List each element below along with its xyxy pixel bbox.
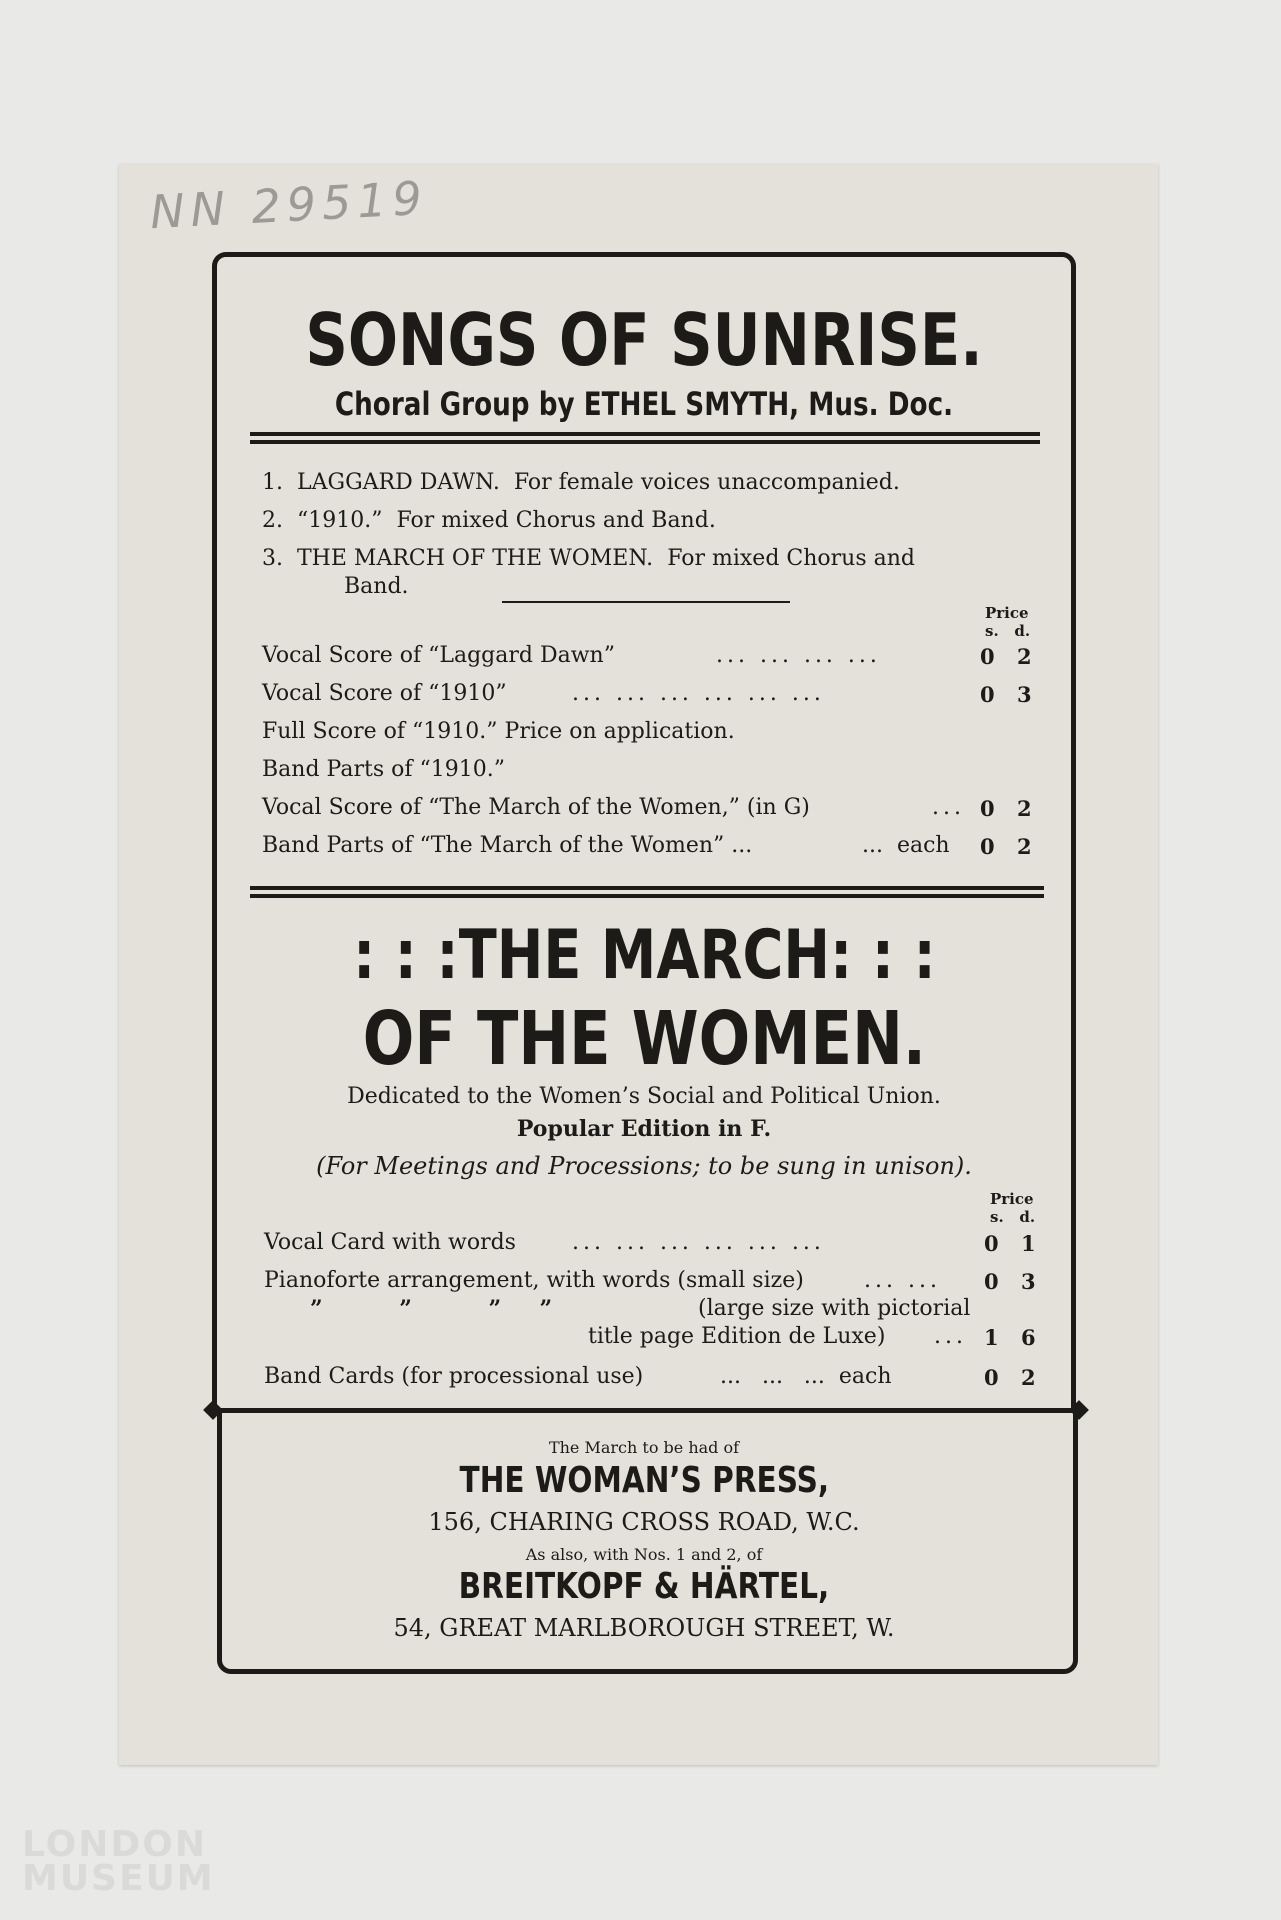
price-row <box>262 833 752 858</box>
price-item: (large size with pictorial <box>698 1296 971 1321</box>
subtitle: Choral Group by ETHEL SMYTH, Mus. Doc. <box>334 385 954 423</box>
leader-dots: ... <box>932 795 965 820</box>
ditto-marks: ” ” ” ” <box>310 1296 553 1322</box>
price-pence: 2 <box>1021 1365 1036 1390</box>
price-pence: 2 <box>1017 834 1032 859</box>
song-item <box>262 546 915 571</box>
song-number: 2. <box>262 508 283 533</box>
price-item: Full Score of “1910.” Price on application. <box>262 719 735 744</box>
price-units: s. d. <box>985 622 1031 640</box>
price-row <box>264 1230 516 1255</box>
price-pence: 6 <box>1021 1325 1036 1350</box>
price-pence: 2 <box>1017 644 1032 669</box>
leader-dots: ... <box>934 1324 967 1349</box>
price-shillings: 0 <box>984 1269 999 1294</box>
price-item-continued: title page Edition de Luxe) <box>588 1324 886 1349</box>
price-pence: 2 <box>1017 796 1032 821</box>
price-shillings: 0 <box>984 1365 999 1390</box>
double-rule-2a <box>250 886 1044 890</box>
double-rule-1a <box>250 432 1040 436</box>
price-shillings: 0 <box>980 644 995 669</box>
publisher1-name: THE WOMAN’S PRESS, <box>459 1460 829 1501</box>
publisher2-address: 54, GREAT MARLBOROUGH STREET, W. <box>393 1614 895 1642</box>
leader-dots: ... each <box>862 833 950 858</box>
price-item: Band Parts of “1910.” <box>262 757 505 782</box>
title-wrap <box>212 300 1076 380</box>
song-number: 3. <box>262 546 283 571</box>
song-number: 1. <box>262 470 283 495</box>
publisher1-wrap <box>212 1460 1076 1502</box>
dedication: Dedicated to the Women’s Social and Political Union. <box>347 1084 941 1109</box>
price-shillings: 0 <box>980 834 995 859</box>
publisher1-address: 156, CHARING CROSS ROAD, W.C. <box>428 1508 860 1536</box>
song-item <box>262 470 900 495</box>
price-units: s. d. <box>990 1208 1036 1226</box>
price-shillings: 0 <box>980 682 995 707</box>
song-title: LAGGARD DAWN. <box>297 470 500 495</box>
subtitle-wrap <box>212 384 1076 424</box>
footer-line2: As also, with Nos. 1 and 2, of <box>525 1545 763 1564</box>
price-shillings: 1 <box>984 1325 999 1350</box>
price-row <box>262 681 507 706</box>
double-rule-2b <box>250 894 1044 898</box>
price-shillings: 0 <box>984 1231 999 1256</box>
song-desc: For mixed Chorus and <box>667 546 915 571</box>
song-desc-continued: Band. <box>344 574 409 599</box>
publisher2-name: BREITKOPF & HÄRTEL, <box>458 1566 830 1607</box>
price-pence: 3 <box>1021 1269 1036 1294</box>
leader-dots: ... ... ... each <box>720 1364 892 1389</box>
double-rule-1b <box>250 440 1040 444</box>
price-item: Vocal Score of “The March of the Women,” (in G) <box>262 795 810 820</box>
footer-line1: The March to be had of <box>548 1438 740 1457</box>
edition: Popular Edition in F. <box>516 1116 772 1142</box>
price-row <box>262 757 505 782</box>
museum-watermark <box>22 1824 215 1899</box>
price-item: Band Parts of “The March of the Women” ... <box>262 833 753 858</box>
price-label: Price <box>990 1190 1034 1208</box>
song-title: THE MARCH OF THE WOMEN. <box>297 546 654 571</box>
price-item: Pianoforte arrangement, with words (small size) <box>264 1268 804 1293</box>
march-title-line2: OF THE WOMEN. <box>362 996 926 1082</box>
watermark-line1: LONDON <box>22 1824 208 1865</box>
pencil-catalogue-mark: NN 29519 <box>148 170 430 240</box>
watermark-line2: MUSEUM <box>22 1858 215 1899</box>
song-item <box>262 508 716 533</box>
song-title: “1910.” <box>297 508 383 533</box>
price-item: Band Cards (for processional use) <box>264 1364 644 1389</box>
usage-note: (For Meetings and Processions; to be sung in unison). <box>316 1152 972 1180</box>
short-rule <box>502 601 790 603</box>
price-label: Price <box>985 604 1029 622</box>
price-shillings: 0 <box>980 796 995 821</box>
price-row <box>264 1268 804 1293</box>
publisher2-wrap <box>212 1566 1076 1608</box>
march-title-wrap-2 <box>212 998 1076 1080</box>
price-row <box>262 719 735 744</box>
march-title-line1: : : :THE MARCH: : : <box>352 916 936 995</box>
leader-dots: ... ... <box>864 1268 941 1293</box>
price-row <box>262 795 810 820</box>
price-row <box>264 1364 643 1389</box>
song-desc: For female voices unaccompanied. <box>513 470 900 495</box>
price-pence: 1 <box>1021 1231 1036 1256</box>
leader-dots: ... ... ... ... <box>716 643 881 668</box>
price-item: Vocal Card with words <box>264 1230 516 1255</box>
price-pence: 3 <box>1017 682 1032 707</box>
leader-dots: ... ... ... ... ... ... <box>572 1230 825 1255</box>
price-item: Vocal Score of “Laggard Dawn” <box>262 643 615 668</box>
leader-dots: ... ... ... ... ... ... <box>572 681 825 706</box>
price-row <box>262 643 615 668</box>
song-desc: For mixed Chorus and Band. <box>396 508 716 533</box>
page-title: SONGS OF SUNRISE. <box>305 298 983 382</box>
price-item: Vocal Score of “1910” <box>262 681 507 706</box>
march-title-wrap-1 <box>212 918 1076 994</box>
